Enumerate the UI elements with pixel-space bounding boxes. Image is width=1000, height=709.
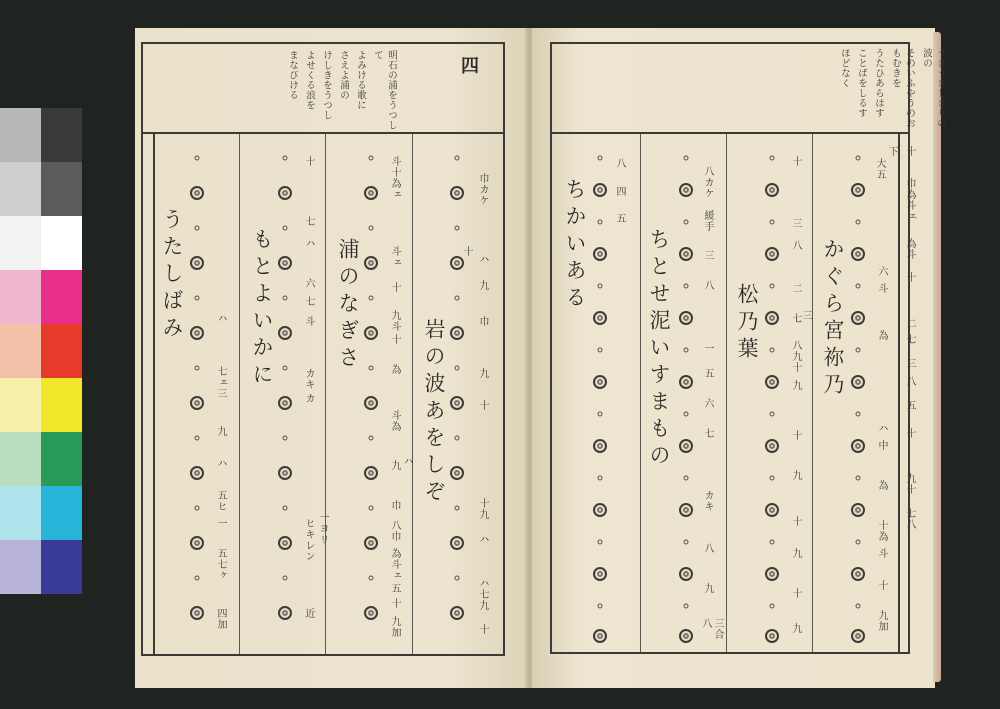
- annotation: 四加: [215, 608, 226, 630]
- annotation: 十: [790, 588, 801, 599]
- annotation: 九加: [876, 610, 887, 632]
- annotation: 八巾: [389, 520, 400, 542]
- header-note-line: そのいふやうのおもむきを: [890, 48, 915, 128]
- annotation: 五: [614, 213, 625, 224]
- color-swatch: [0, 108, 41, 162]
- page-edges: [933, 32, 941, 682]
- annotation: ハ: [215, 458, 226, 469]
- header-note-line: 明石の浦をうつして: [372, 50, 397, 130]
- column-divider: [898, 134, 900, 652]
- color-swatch: [0, 432, 41, 486]
- annotation: 二: [904, 318, 915, 329]
- header-note-line: ことばをしるす: [856, 48, 867, 118]
- annotation: 八: [790, 240, 801, 251]
- annotation: 十: [876, 580, 887, 591]
- annotation: 九十: [904, 473, 915, 495]
- annotation: 大五: [874, 158, 885, 180]
- color-swatch: [41, 108, 82, 162]
- annotation: 六: [876, 266, 887, 277]
- annotation: 四: [614, 186, 625, 197]
- annotation: 八: [614, 158, 625, 169]
- header-note-line: よせくる浪を: [304, 50, 315, 110]
- annotation: 十: [389, 282, 400, 293]
- right-page: [532, 28, 946, 688]
- color-swatch: [0, 162, 41, 216]
- lyric-column: ちかいある: [563, 178, 587, 313]
- annotation: 九: [790, 380, 801, 391]
- column-divider: [726, 134, 727, 652]
- header-notes: [837, 48, 947, 128]
- annotation: 斗十為ェ: [389, 156, 400, 200]
- annotation: 斗ェ: [389, 246, 400, 268]
- annotation: 三: [904, 358, 915, 369]
- lyric-column: もとよいかに: [250, 228, 274, 390]
- annotation: 九: [389, 460, 400, 471]
- color-swatch: [41, 270, 82, 324]
- annotation: 九: [215, 426, 226, 437]
- annotation: 為斗: [904, 238, 915, 260]
- notation-marks: [762, 138, 782, 638]
- annotation: 十: [790, 516, 801, 527]
- color-swatch: [41, 540, 82, 594]
- header-note-line: けしきをうつし: [321, 50, 332, 120]
- annotation: 十九: [477, 498, 488, 520]
- column-divider: [412, 134, 413, 654]
- header-note-line: ほどなく: [839, 48, 850, 88]
- annotation: 中: [876, 440, 887, 451]
- annotation: 九: [790, 623, 801, 634]
- annotation: 十: [389, 334, 400, 345]
- annotation: 三: [790, 218, 801, 229]
- lyric-column: 岩の波あをしぞ: [422, 318, 446, 507]
- annotation: 八: [702, 280, 713, 291]
- column-divider: [239, 134, 240, 654]
- annotation: 巾カケ: [477, 173, 488, 206]
- annotation: 七ェ: [215, 366, 226, 388]
- annotation: 十: [904, 428, 915, 439]
- column-divider: [812, 134, 813, 652]
- annotation: 三: [702, 250, 713, 261]
- header-note-line: さえよ浦の: [338, 50, 349, 100]
- lyric-column: うたしばみ: [160, 208, 184, 343]
- annotation: 七八: [904, 508, 915, 530]
- notation-marks: [275, 138, 295, 638]
- column-divider: [640, 134, 641, 652]
- annotation: 十: [904, 272, 915, 283]
- notation-marks: [590, 138, 610, 638]
- annotation: ハ: [401, 456, 412, 467]
- annotation: 為: [389, 364, 400, 375]
- color-swatch: [0, 324, 41, 378]
- notation-marks: [848, 138, 868, 638]
- annotation: 八カケ: [702, 166, 713, 199]
- annotation: 九: [477, 280, 488, 291]
- annotation: 五: [904, 400, 915, 411]
- color-swatch: [41, 216, 82, 270]
- annotation: 十: [461, 246, 472, 257]
- annotation: 斗: [876, 283, 887, 294]
- left-header-rule: [141, 132, 505, 134]
- annotation: 五七ヶ: [215, 548, 226, 581]
- color-swatch: [0, 216, 41, 270]
- color-swatch: [0, 540, 41, 594]
- annotation: 五: [389, 583, 400, 594]
- annotation: 十: [477, 400, 488, 411]
- color-swatch: [41, 486, 82, 540]
- annotation: カキ: [702, 490, 713, 512]
- annotation: 三合: [712, 618, 723, 640]
- annotation: 斗為: [389, 410, 400, 432]
- annotation: 下: [886, 146, 897, 157]
- annotation: 十: [790, 430, 801, 441]
- lyric-column: ちとせ泥いすまもの: [647, 228, 671, 471]
- header-note-line: まなびける: [287, 50, 298, 100]
- annotation: 為: [876, 480, 887, 491]
- annotation: 十: [303, 156, 314, 167]
- annotation: 八九十: [790, 340, 801, 373]
- color-swatch: [41, 432, 82, 486]
- annotation: 五ヒ: [215, 490, 226, 512]
- annotation: 七: [303, 296, 314, 307]
- annotation: 十為: [876, 520, 887, 542]
- annotation: ヒキレン: [303, 518, 314, 562]
- header-note-line: よみける歌に: [355, 50, 366, 110]
- open-book: [135, 28, 946, 688]
- annotation: 一ヨリ: [317, 512, 328, 545]
- annotation: 為: [876, 330, 887, 341]
- color-swatch: [41, 378, 82, 432]
- left-page: [135, 28, 528, 688]
- notation-marks: [361, 138, 381, 638]
- annotation: 七: [904, 334, 915, 345]
- annotation: 一: [215, 518, 226, 529]
- annotation: 七: [702, 428, 713, 439]
- right-header-rule: [550, 132, 910, 134]
- header-note-line: うきうきしきりの波の: [921, 48, 946, 128]
- annotation: 九: [702, 583, 713, 594]
- annotation: 九: [477, 600, 488, 611]
- annotation: 七: [303, 216, 314, 227]
- header-notes: [285, 50, 398, 130]
- annotation: 九: [790, 470, 801, 481]
- annotation: 九加: [389, 616, 400, 638]
- header-note-line: うたひあらはす: [873, 48, 884, 118]
- annotation: 八: [700, 618, 711, 629]
- color-calibration-strip: [0, 108, 82, 600]
- annotation: ハ: [215, 313, 226, 324]
- annotation: 巾為斗ェ: [904, 178, 915, 222]
- annotation: 十: [790, 156, 801, 167]
- annotation: 斗: [876, 548, 887, 559]
- color-swatch: [41, 162, 82, 216]
- annotation: 為斗ェ: [389, 548, 400, 581]
- column-divider: [325, 134, 326, 654]
- notation-marks: [676, 138, 696, 638]
- notation-marks: [187, 138, 207, 638]
- annotation: 近: [303, 608, 314, 619]
- annotation: カ: [303, 393, 314, 404]
- annotation: 八: [904, 376, 915, 387]
- color-swatch: [0, 270, 41, 324]
- annotation: 緩手: [702, 210, 713, 232]
- annotation: 九: [477, 368, 488, 379]
- annotation: ハ: [477, 254, 488, 265]
- page-number: 四: [458, 56, 479, 75]
- annotation: 巾: [389, 500, 400, 511]
- annotation: 二: [790, 283, 801, 294]
- annotation: カキ: [303, 368, 314, 390]
- annotation: ハ七: [477, 578, 488, 600]
- annotation: 九: [790, 548, 801, 559]
- lyric-column: 松乃葉: [735, 283, 759, 364]
- annotation: 六: [702, 398, 713, 409]
- annotation: 巾: [477, 316, 488, 327]
- color-swatch: [41, 324, 82, 378]
- annotation: 十: [477, 624, 488, 635]
- annotation: 五: [702, 368, 713, 379]
- color-swatch: [0, 486, 41, 540]
- lyric-column: かぐら宮祢乃: [821, 238, 845, 400]
- annotation: 七: [790, 313, 801, 324]
- annotation: 十: [904, 146, 915, 157]
- lyric-column: 浦のなぎさ: [336, 238, 360, 373]
- annotation: 十: [389, 598, 400, 609]
- color-swatch: [0, 378, 41, 432]
- annotation: 一: [702, 343, 713, 354]
- column-divider: [153, 134, 155, 654]
- annotation: ハ: [876, 423, 887, 434]
- annotation: ハ: [303, 238, 314, 249]
- annotation: 斗: [303, 316, 314, 327]
- annotation: ハ: [477, 534, 488, 545]
- notation-marks: [447, 138, 467, 638]
- annotation: 三: [800, 310, 811, 321]
- annotation: 三: [215, 388, 226, 399]
- annotation: 九斗: [389, 310, 400, 332]
- annotation: 六: [303, 278, 314, 289]
- annotation: 八: [702, 543, 713, 554]
